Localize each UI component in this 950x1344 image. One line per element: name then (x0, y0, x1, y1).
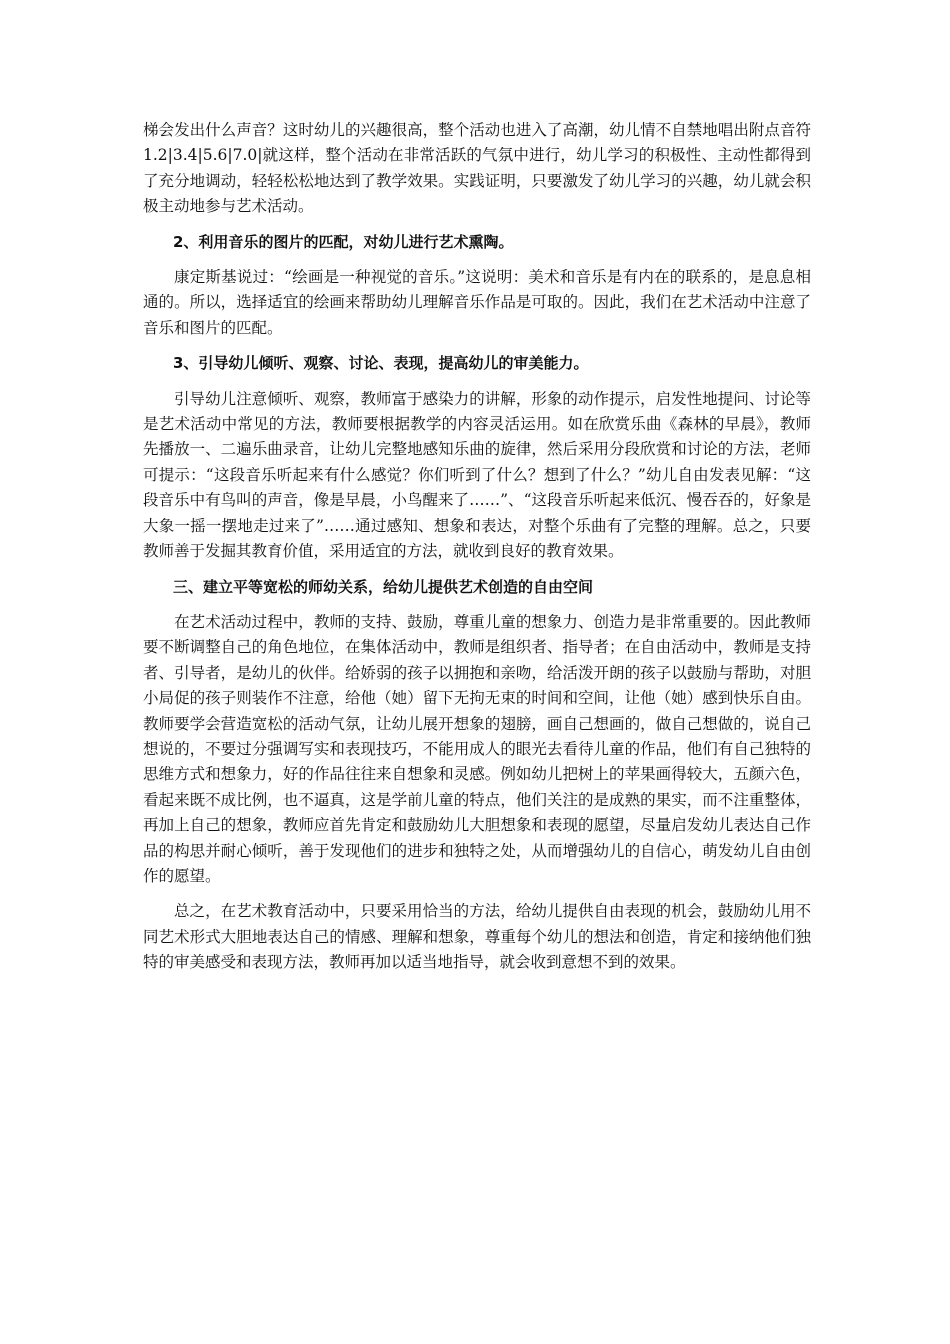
paragraph-teacher-support: 在艺术活动过程中，教师的支持、鼓励，尊重儿童的想象力、创造力是非常重要的。因此教师要不断调整自己的角色地位，在集体活动中，教师是组织者、指导者；在自由活动中，教师是支持者、引导者，是幼儿的伙伴。给娇弱的孩子以拥抱和亲吻，给活泼开朗的孩子以鼓励与帮助，对胆小局促的孩子则装作不注意，给他（她）留下无拘无束的时间和空间，让他（她）感到快乐自由。教师要学会营造宽松的活动气氛，让幼儿展开想象的翅膀，画自己想画的，做自己想做的，说自己想说的，不要过分强调写实和表现技巧，不能用成人的眼光去看待儿童的作品，他们有自己独特的思维方式和想象力，好的作品往往来自想象和灵感。例如幼儿把树上的苹果画得较大，五颜六色，看起来既不成比例，也不逼真，这是学前儿童的特点，他们关注的是成熟的果实，而不注重整体，再加上自己的想象，教师应首先肯定和鼓励幼儿大胆想象和表现的愿望，尽量启发幼儿表达自己作品的构思并耐心倾听，善于发现他们的进步和独特之处，从而增强幼儿的自信心，萌发幼儿自由创作的愿望。 (143, 612, 811, 885)
section-heading-aesthetic-ability: 3、引导幼儿倾听、观察、讨论、表现，提高幼儿的审美能力。 (173, 354, 589, 373)
paragraph-continued: 梯会发出什么声音？这时幼儿的兴趣很高，整个活动也进入了高潮，幼儿情不自禁地唱出附点音符 1.2|3.4|5.6|7.0|就这样，整个活动在非常活跃的气氛中进行，幼儿学习的积极性、主动性都得到了充分地调动，轻轻松松地达到了教学效果。实践证明，只要激发了幼儿学习的兴趣，幼儿就会积极主动地参与艺术活动。 (143, 121, 811, 216)
paragraph-guide-listening: 引导幼儿注意倾听、观察，教师富于感染力的讲解，形象的动作提示，启发性地提问、讨论等是艺术活动中常见的方法，教师要根据教学的内容灵活运用。如在欣赏乐曲《森林的早晨》，教师先播放一、二遍乐曲录音，让幼儿完整地感知乐曲的旋律，然后采用分段欣赏和讨论的方法，老师可提示：“这段音乐听起来有什么感觉？你们听到了什么？想到了什么？”幼儿自由发表见解：“这段音乐中有鸟叫的声音，像是早晨，小鸟醒来了……”、“这段音乐听起来低沉、慢吞吞的，好象是大象一摇一摆地走过来了”……通过感知、想象和表达，对整个乐曲有了完整的理解。总之，只要教师善于发掘其教育价值，采用适宜的方法，就收到良好的教育效果。 (143, 389, 811, 561)
paragraph-kandinsky: 康定斯基说过：“绘画是一种视觉的音乐。”这说明：美术和音乐是有内在的联系的，是息息相通的。所以，选择适宜的绘画来帮助幼儿理解音乐作品是可取的。因此，我们在艺术活动中注意了音乐和图片的匹配。 (143, 268, 811, 337)
section-heading-music-pictures: 2、利用音乐的图片的匹配，对幼儿进行艺术熏陶。 (173, 232, 514, 251)
section-heading-teacher-child-relation: 三、建立平等宽松的师幼关系，给幼儿提供艺术创造的自由空间 (173, 577, 594, 596)
document-body (143, 118, 811, 986)
paragraph-conclusion: 总之，在艺术教育活动中，只要采用恰当的方法，给幼儿提供自由表现的机会，鼓励幼儿用不同艺术形式大胆地表达自己的情感、理解和想象，尊重每个幼儿的想法和创造，肯定和接纳他们独特的审美感受和表现方法，教师再加以适当地指导，就会收到意想不到的效果。 (143, 902, 811, 972)
